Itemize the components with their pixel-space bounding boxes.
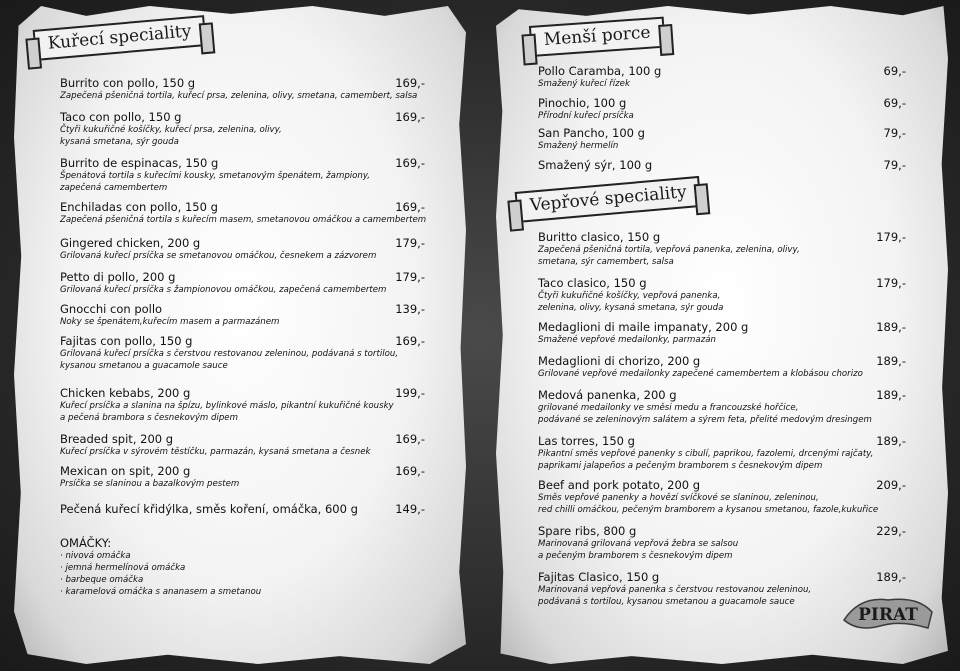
sauce-item: · nivová omáčka	[60, 551, 131, 561]
menu-item-price: 189,-	[876, 320, 906, 334]
menu-item-description: kysanou smetanou a guacamole sauce	[60, 361, 228, 371]
menu-item	[60, 270, 425, 296]
menu-item-price: 169,-	[395, 464, 425, 478]
menu-item-description: Prsíčka se slaninou a bazalkovým pestem	[60, 479, 240, 489]
menu-item-price: 209,-	[876, 478, 906, 492]
sauce-item: · jemná hermelínová omáčka	[60, 563, 186, 573]
menu-item	[538, 434, 906, 472]
menu-item	[538, 524, 906, 562]
menu-item-name: Breaded spit, 200 g	[60, 432, 174, 446]
menu-item-price: 199,-	[395, 386, 425, 400]
menu-item-description: Pikantní směs vepřové panenky s cibulí, paprikou, fazolemi, drcenými rajčaty,	[538, 449, 874, 459]
menu-item-name: San Pancho, 100 g	[538, 126, 645, 140]
menu-item-description: Čtyři kukuřičné košíčky, kuřecí prsa, zelenina, olivy,	[60, 125, 282, 135]
menu-item	[60, 502, 425, 516]
menu-item-price: 79,-	[883, 158, 906, 172]
menu-item-name: Spare ribs, 800 g	[538, 524, 637, 538]
menu-item-name: Taco con pollo, 150 g	[60, 110, 182, 124]
menu-item-name: Burrito de espinacas, 150 g	[60, 156, 219, 170]
menu-item-price: 79,-	[883, 126, 906, 140]
menu-item	[60, 464, 425, 490]
menu-item-description: Grilované vepřové medailonky zapečené camembertem a klobásou chorizo	[538, 369, 863, 379]
menu-item	[60, 432, 425, 458]
menu-item	[538, 64, 906, 90]
menu-item-description: Marinovaná grilovaná vepřová žebra se salsou	[538, 539, 739, 549]
menu-item-description: Špenátová tortila s kuřecími kousky, smetanovým špenátem, žampiony,	[60, 171, 371, 181]
section-heading-pork: Vepřové speciality	[515, 176, 702, 223]
menu-item-name: Buritto clasico, 150 g	[538, 230, 661, 244]
menu-item-description: Grilovaná kuřecí prsíčka se smetanovou omáčkou, česnekem a zázvorem	[60, 251, 377, 261]
menu-item	[60, 236, 425, 262]
menu-item-name: Medaglioni di maile impanaty, 200 g	[538, 320, 749, 334]
menu-item-price: 69,-	[883, 64, 906, 78]
menu-item-name: Smažený sýr, 100 g	[538, 158, 653, 172]
menu-item-description: a pečená brambora s česnekovým dipem	[60, 413, 238, 423]
pirat-logo	[840, 590, 936, 634]
menu-item	[538, 320, 906, 346]
menu-item-price: 169,-	[395, 156, 425, 170]
menu-item-description: Zapečená pšeničná tortila s kuřecím masem, smetanovou omáčkou a camembertem	[60, 215, 427, 225]
menu-item-name: Burrito con pollo, 150 g	[60, 76, 196, 90]
menu-item-description: kysaná smetana, sýr gouda	[60, 137, 179, 147]
section-heading-small-portions: Menší porce	[529, 17, 666, 57]
menu-item	[60, 76, 425, 102]
sauces-block	[60, 536, 425, 598]
menu-item-name: Medová panenka, 200 g	[538, 388, 677, 402]
menu-item-price: 179,-	[876, 230, 906, 244]
menu-item-name: Mexican on spit, 200 g	[60, 464, 191, 478]
menu-item	[538, 354, 906, 380]
menu-item	[538, 96, 906, 122]
menu-item-description: a pečeným bramborem s česnekovým dipem	[538, 551, 733, 561]
menu-item-description: Zapečená pšeničná tortila, kuřecí prsa, zelenina, olivy, smetana, camembert, salsa	[60, 91, 418, 101]
menu-item-name: Pinochio, 100 g	[538, 96, 627, 110]
menu-item-name: Gingered chicken, 200 g	[60, 236, 201, 250]
menu-item-description: podávané se zeleninovým salátem a sýrem feta, přelité medovým dresingem	[538, 415, 872, 425]
menu-item-price: 169,-	[395, 334, 425, 348]
sauce-item: · karamelová omáčka s ananasem a smetanou	[60, 587, 262, 597]
menu-item-description: red chilli omáčkou, pečeným bramborem a kysanou smetanou, fazole,kukuřice	[538, 505, 879, 515]
menu-item-price: 149,-	[395, 502, 425, 516]
menu-item-description: Čtyři kukuřičné košíčky, vepřová panenka,	[538, 291, 721, 301]
logo-text: PIRAT	[858, 605, 918, 625]
menu-item-description: Kuřecí prsíčka v sýrovém těstíčku, parmazán, kysaná smetana a česnek	[60, 447, 371, 457]
menu-item-description: Zapečená pšeničná tortila, vepřová panenka, zelenina, olivy,	[538, 245, 800, 255]
menu-item-price: 179,-	[395, 236, 425, 250]
menu-item-price: 189,-	[876, 434, 906, 448]
menu-item-description: Směs vepřové panenky a hovězí svíčkové se slaninou, zeleninou,	[538, 493, 819, 503]
menu-item-price: 179,-	[876, 276, 906, 290]
menu-item-name: Petto di pollo, 200 g	[60, 270, 176, 284]
menu-item	[538, 276, 906, 314]
menu-item	[538, 126, 906, 152]
menu-item	[60, 386, 425, 424]
menu-item	[60, 110, 425, 148]
menu-item-description: smetana, sýr camembert, salsa	[538, 257, 674, 267]
menu-item-name: Taco clasico, 150 g	[538, 276, 647, 290]
menu-item-description: Noky se špenátem,kuřecím masem a parmazánem	[60, 317, 280, 327]
menu-item-description: grilované medailonky ve směsi medu a francouzské hořčice,	[538, 403, 799, 413]
menu-item	[538, 230, 906, 268]
menu-item-name: Gnocchi con pollo	[60, 302, 163, 316]
menu-item-description: Marinovaná vepřová panenka s čerstvou restovanou zeleninou,	[538, 585, 812, 595]
menu-item-description: podávaná s tortilou, kysanou smetanou a guacamole sauce	[538, 597, 795, 607]
menu-item-description: Přírodní kuřecí prsíčka	[538, 111, 634, 121]
menu-item-description: Grilovaná kuřecí prsíčka s žampionovou omáčkou, zapečená camembertem	[60, 285, 387, 295]
menu-item-name: Enchiladas con pollo, 150 g	[60, 200, 218, 214]
menu-item-description: paprikami jalapeños a pečeným bramborem s česnekovým dipem	[538, 461, 823, 471]
menu-item-name: Medaglioni di chorizo, 200 g	[538, 354, 701, 368]
menu-item-name: Las torres, 150 g	[538, 434, 635, 448]
menu-item-description: Grilovaná kuřecí prsíčka s čerstvou restovanou zeleninou, podávaná s tortilou,	[60, 349, 399, 359]
menu-item-name: Fajitas Clasico, 150 g	[538, 570, 660, 584]
menu-item-description: Kuřecí prsíčka a slanina na špízu, bylinkové máslo, pikantní kukuřičné kousky	[60, 401, 394, 411]
menu-item-price: 189,-	[876, 354, 906, 368]
menu-item	[60, 156, 425, 194]
menu-item-price: 189,-	[876, 388, 906, 402]
menu-item-price: 169,-	[395, 432, 425, 446]
menu-item-name: Pollo Caramba, 100 g	[538, 64, 662, 78]
menu-item	[60, 334, 425, 372]
menu-item-price: 139,-	[395, 302, 425, 316]
menu-item	[60, 200, 425, 226]
menu-item-name: Pečená kuřecí křidýlka, směs koření, omáčka, 600 g	[60, 502, 358, 516]
menu-item-price: 69,-	[883, 96, 906, 110]
menu-item-description: Smažený kuřecí řízek	[538, 79, 630, 89]
menu-item-price: 189,-	[876, 570, 906, 584]
menu-item-name: Fajitas con pollo, 150 g	[60, 334, 193, 348]
menu-item-price: 229,-	[876, 524, 906, 538]
section-heading-chicken: Kuřecí speciality	[33, 15, 207, 61]
menu-item-description: Smažený hermelín	[538, 141, 619, 151]
sauces-title: OMÁČKY:	[60, 536, 112, 550]
menu-item-price: 169,-	[395, 76, 425, 90]
sauce-item: · barbeque omáčka	[60, 575, 144, 585]
menu-item-description: Smažené vepřové medailonky, parmazán	[538, 335, 716, 345]
menu-item-description: zelenina, olivy, kysaná smetana, sýr gouda	[538, 303, 724, 313]
menu-item-price: 169,-	[395, 110, 425, 124]
menu-item-price: 179,-	[395, 270, 425, 284]
menu-item	[538, 158, 906, 172]
menu-item	[538, 478, 906, 516]
menu-item-name: Beef and pork potato, 200 g	[538, 478, 701, 492]
menu-item	[60, 302, 425, 328]
menu-item	[538, 388, 906, 426]
menu-item-price: 169,-	[395, 200, 425, 214]
menu-item-name: Chicken kebabs, 200 g	[60, 386, 191, 400]
menu-item-description: zapečená camembertem	[60, 183, 168, 193]
